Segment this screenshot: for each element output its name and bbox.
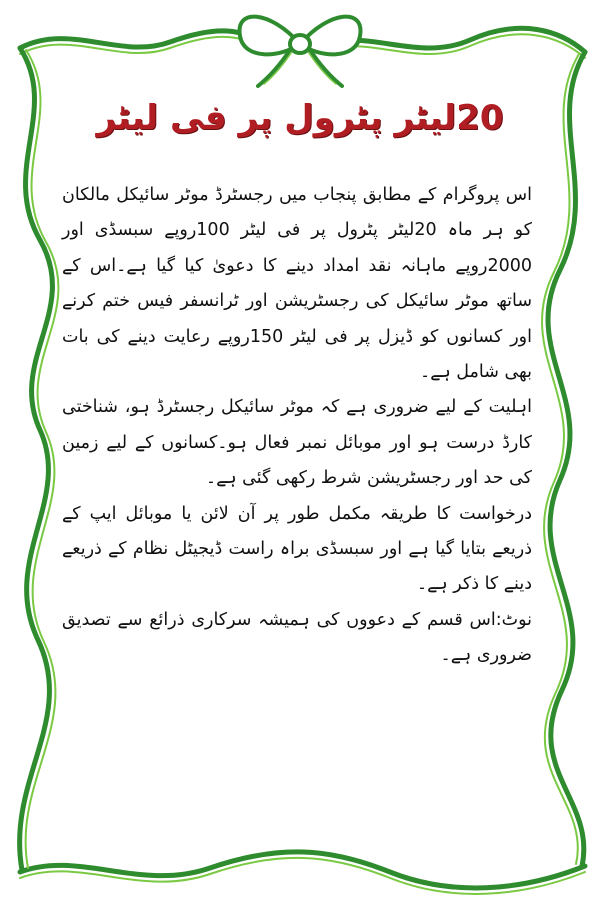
- paragraph-note: نوٹ:اس قسم کے دعووں کی ہمیشہ سرکاری ذرائع سے تصدیق ضروری ہے۔: [62, 609, 532, 666]
- paragraph-application-method: درخواست کا طریقہ مکمل طور پر آن لائن یا موبائل ایپ کے ذریعے بتایا گیا ہے اور سبسڈی براہ راست ڈیجیٹل نظام کے ذریعے دینے کا ذکر ہے۔: [62, 503, 532, 595]
- ribbon-left: [20, 48, 53, 870]
- page-title: 20لیٹر پٹرول پر فی لیٹر: [96, 98, 504, 138]
- article-body: [62, 178, 532, 674]
- bow-icon: [240, 17, 361, 86]
- paragraph-eligibility: اہلیت کے لیے ضروری ہے کہ موٹر سائیکل رجسٹرڈ ہو، شناختی کارڈ درست ہو اور موبائل نمبر فعال ہو۔کسانوں کے لیے زمین کی حد اور رجسٹریشن شرط رکھی گئی ہے۔: [62, 397, 532, 489]
- paragraph-program-details: اس پروگرام کے مطابق پنجاب میں رجسٹرڈ موٹر سائیکل مالکان کو ہر ماہ 20لیٹر پٹرول پر فی لیٹر 100روپے سبسڈی اور 2000روپے ماہانہ نقد امداد دینے کا دعویٰ کیا گیا ہے۔اس کے ساتھ موٹر سائیکل کی رجسٹریشن اور ٹرانسفر فیس ختم کرنے اور کسانوں کو ڈیزل پر فی لیٹر 150روپے رعایت دینے کی بات بھی شامل ہے۔: [62, 185, 532, 383]
- ribbon-right: [548, 52, 585, 866]
